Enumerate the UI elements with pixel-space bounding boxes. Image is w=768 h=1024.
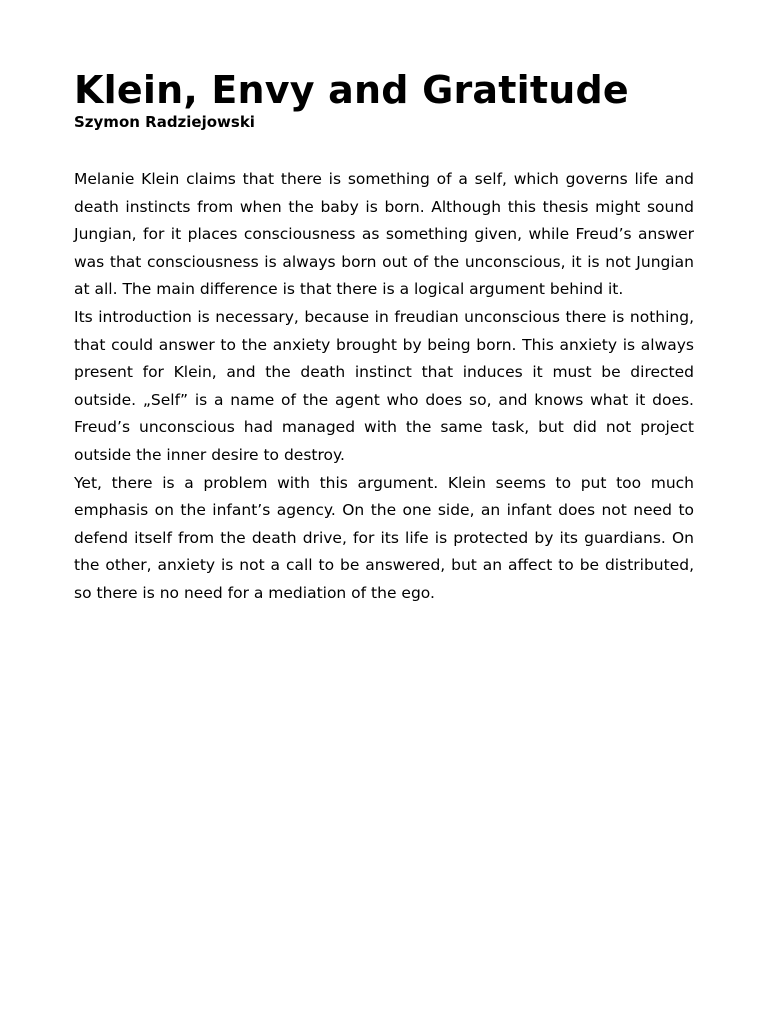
paragraph: Yet, there is a problem with this argument. Klein seems to put too much emphasis on the infant’s agency. On the one side, an infant does not need to defend itself from the death drive, for its life is protected by its guardians. On the other, anxiety is not a call to be answered, but an affect to be distributed, so there is no need for a mediation of the ego. bbox=[74, 473, 694, 602]
paragraph: Its introduction is necessary, because in freudian unconscious there is nothing, that could answer to the anxiety brought by being born. This anxiety is always present for Klein, and the death instinct that induces it must be directed outside. „Self” is a name of the agent who does so, and knows what it does. Freud’s unconscious had managed with the same task, but did not project outside the inner desire to destroy. bbox=[74, 307, 694, 464]
paragraph: Melanie Klein claims that there is something of a self, which governs life and death instincts from when the baby is born. Although this thesis might sound Jungian, for it places consciousness as something given, while Freud’s answer was that consciousness is always born out of the unconscious, it is not Jungian at all. The main difference is that there is a logical argument behind it. bbox=[74, 170, 694, 299]
document-body bbox=[74, 166, 694, 608]
document-title: Klein, Envy and Gratitude bbox=[74, 68, 629, 112]
document-author: Szymon Radziejowski bbox=[74, 113, 255, 131]
document-page bbox=[74, 68, 694, 608]
